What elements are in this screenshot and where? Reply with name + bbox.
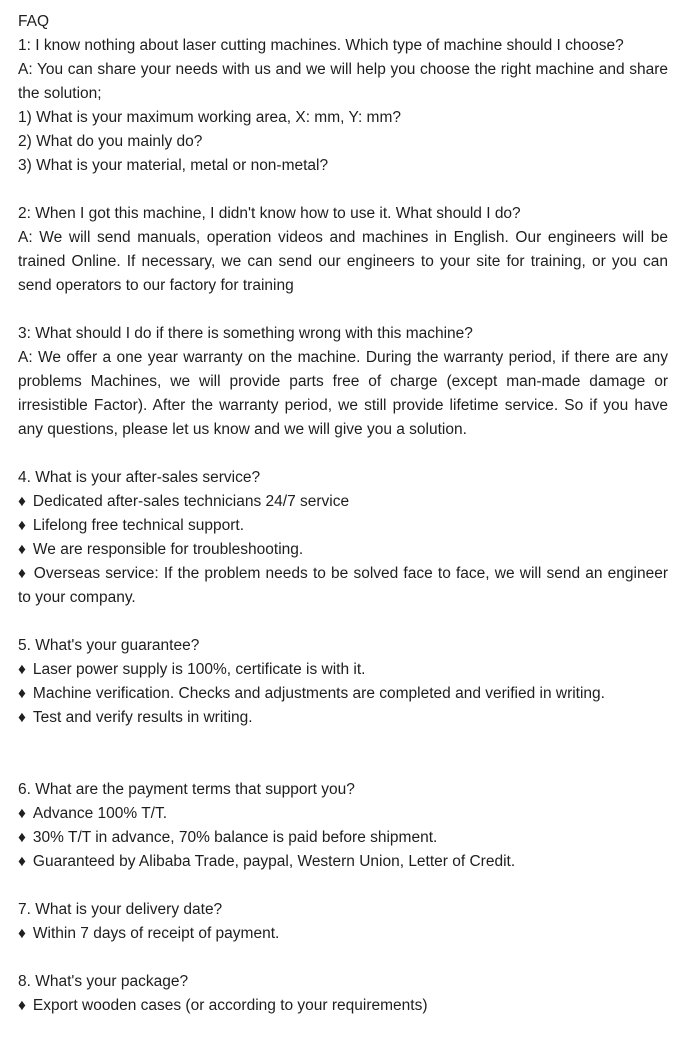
- q5-question: 5. What's your guarantee?: [18, 637, 200, 654]
- q1-item: 3) What is your material, metal or non-metal?: [18, 157, 329, 174]
- q7-question: 7. What is your delivery date?: [18, 901, 223, 918]
- bullet-item: ♦ Overseas service: If the problem needs to be solved face to face, we will send an engineer to your company.: [18, 565, 668, 606]
- bullet-item: ♦ Machine verification. Checks and adjustments are completed and verified in writing.: [18, 685, 605, 702]
- diamond-bullet-icon: ♦: [18, 493, 26, 510]
- bullet-item: ♦ Test and verify results in writing.: [18, 709, 253, 726]
- q8-question: 8. What's your package?: [18, 973, 189, 990]
- q3-question: 3: What should I do if there is something wrong with this machine?: [18, 325, 473, 342]
- diamond-bullet-icon: ♦: [18, 685, 26, 702]
- bullet-item: ♦ Dedicated after-sales technicians 24/7 service: [18, 493, 350, 510]
- q4-question: 4. What is your after-sales service?: [18, 469, 261, 486]
- q1-item: 1) What is your maximum working area, X: mm, Y: mm?: [18, 109, 402, 126]
- q1-question: 1: I know nothing about laser cutting machines. Which type of machine should I choose?: [18, 37, 624, 54]
- diamond-bullet-icon: ♦: [18, 925, 26, 942]
- bullet-item: ♦ Advance 100% T/T.: [18, 805, 168, 822]
- diamond-bullet-icon: ♦: [18, 805, 26, 822]
- faq-title: FAQ: [18, 13, 50, 30]
- diamond-bullet-icon: ♦: [18, 853, 26, 870]
- diamond-bullet-icon: ♦: [18, 541, 26, 558]
- diamond-bullet-icon: ♦: [18, 829, 26, 846]
- bullet-item: ♦ Laser power supply is 100%, certificate is with it.: [18, 661, 366, 678]
- q2-question: 2: When I got this machine, I didn't know how to use it. What should I do?: [18, 205, 521, 222]
- bullet-item: ♦ Lifelong free technical support.: [18, 517, 245, 534]
- bullet-item: ♦ We are responsible for troubleshooting.: [18, 541, 304, 558]
- diamond-bullet-icon: ♦: [18, 565, 27, 582]
- q1-item: 2) What do you mainly do?: [18, 133, 203, 150]
- bullet-item: ♦ Within 7 days of receipt of payment.: [18, 925, 280, 942]
- q3-answer: A: We offer a one year warranty on the machine. During the warranty period, if there are any problems Machines, we will provide parts free of charge (except man-made damage or irresistible Factor). After the warranty period, we still provide lifetime service. So if you have any questions, please let us know and we will give you a solution.: [18, 349, 668, 438]
- faq-document: [18, 10, 668, 1018]
- diamond-bullet-icon: ♦: [18, 661, 26, 678]
- q2-answer: A: We will send manuals, operation videos and machines in English. Our engineers will be trained Online. If necessary, we can send our engineers to your site for training, or you can send operators to our factory for training: [18, 229, 668, 294]
- q1-answer: A: You can share your needs with us and we will help you choose the right machine and share the solution;: [18, 61, 668, 102]
- diamond-bullet-icon: ♦: [18, 709, 26, 726]
- diamond-bullet-icon: ♦: [18, 997, 26, 1014]
- bullet-item: ♦ Guaranteed by Alibaba Trade, paypal, Western Union, Letter of Credit.: [18, 853, 516, 870]
- q6-question: 6. What are the payment terms that support you?: [18, 781, 355, 798]
- diamond-bullet-icon: ♦: [18, 517, 26, 534]
- bullet-item: ♦ Export wooden cases (or according to your requirements): [18, 997, 428, 1014]
- bullet-item: ♦ 30% T/T in advance, 70% balance is paid before shipment.: [18, 829, 438, 846]
